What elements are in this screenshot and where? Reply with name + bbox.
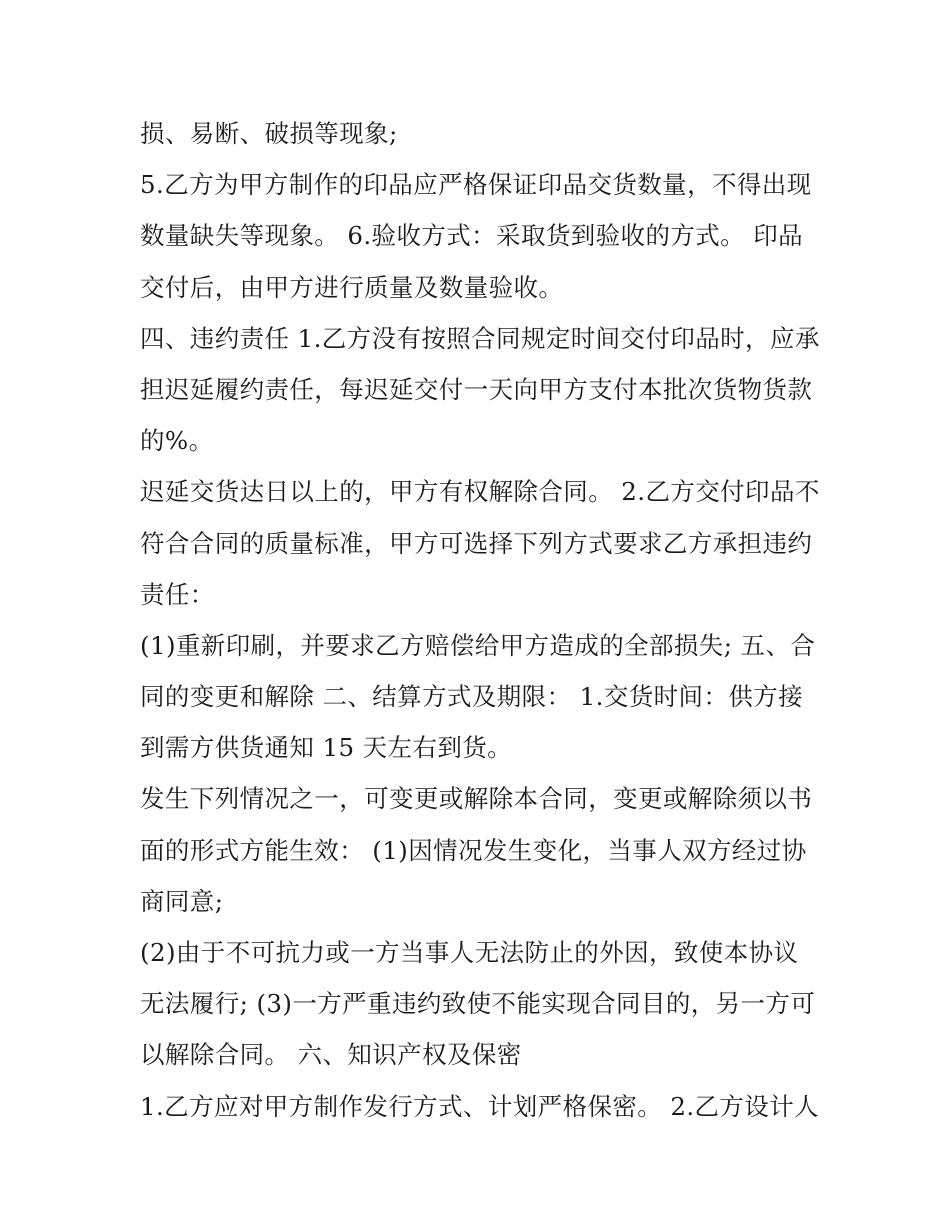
text-line: 符合合同的质量标准，甲方可选择下列方式要求乙方承担违约 xyxy=(140,528,813,558)
text-line: 以解除合同。 六、知识产权及保密 xyxy=(140,1040,522,1070)
text-line: 责任： xyxy=(140,579,215,609)
text-line: 同的变更和解除 二、结算方式及期限： 1.交货时间：供方接 xyxy=(140,682,804,712)
text-line: 到需方供货通知 15 天左右到货。 xyxy=(140,733,513,763)
text-line: (2)由于不可抗力或一方当事人无法防止的外因，致使本协议 xyxy=(140,938,799,967)
text-line: 的%。 xyxy=(140,426,214,456)
text-line: 发生下列情况之一，可变更或解除本合同，变更或解除须以书 xyxy=(140,784,813,814)
text-line: 无法履行; (3)一方严重违约致使不能实现合同目的，另一方可 xyxy=(140,989,816,1019)
text-line: 四、违约责任 1.乙方没有按照合同规定时间交付印品时，应承 xyxy=(140,323,820,353)
text-line: 数量缺失等现象。 6.验收方式：采取货到验收的方式。 印品 xyxy=(140,221,804,251)
text-line: 损、易断、破损等现象; xyxy=(140,119,398,148)
text-line: 迟延交货达日以上的，甲方有权解除合同。 2.乙方交付印品不 xyxy=(140,477,820,507)
text-line: 面的形式方能生效： (1)因情况发生变化，当事人双方经过协 xyxy=(140,835,807,865)
text-line: 担迟延履约责任，每迟延交付一天向甲方支付本批次货物货款 xyxy=(140,374,813,404)
text-line: 商同意; xyxy=(140,886,224,916)
contract-body-text xyxy=(140,108,830,1132)
text-line: (1)重新印刷，并要求乙方赔偿给甲方造成的全部损失; 五、合 xyxy=(140,630,816,660)
text-line: 交付后，由甲方进行质量及数量验收。 xyxy=(140,272,564,302)
text-line: 5.乙方为甲方制作的印品应严格保证印品交货数量，不得出现 xyxy=(140,170,812,200)
text-line: 1.乙方应对甲方制作发行方式、计划严格保密。 2.乙方设计人 xyxy=(140,1091,820,1121)
